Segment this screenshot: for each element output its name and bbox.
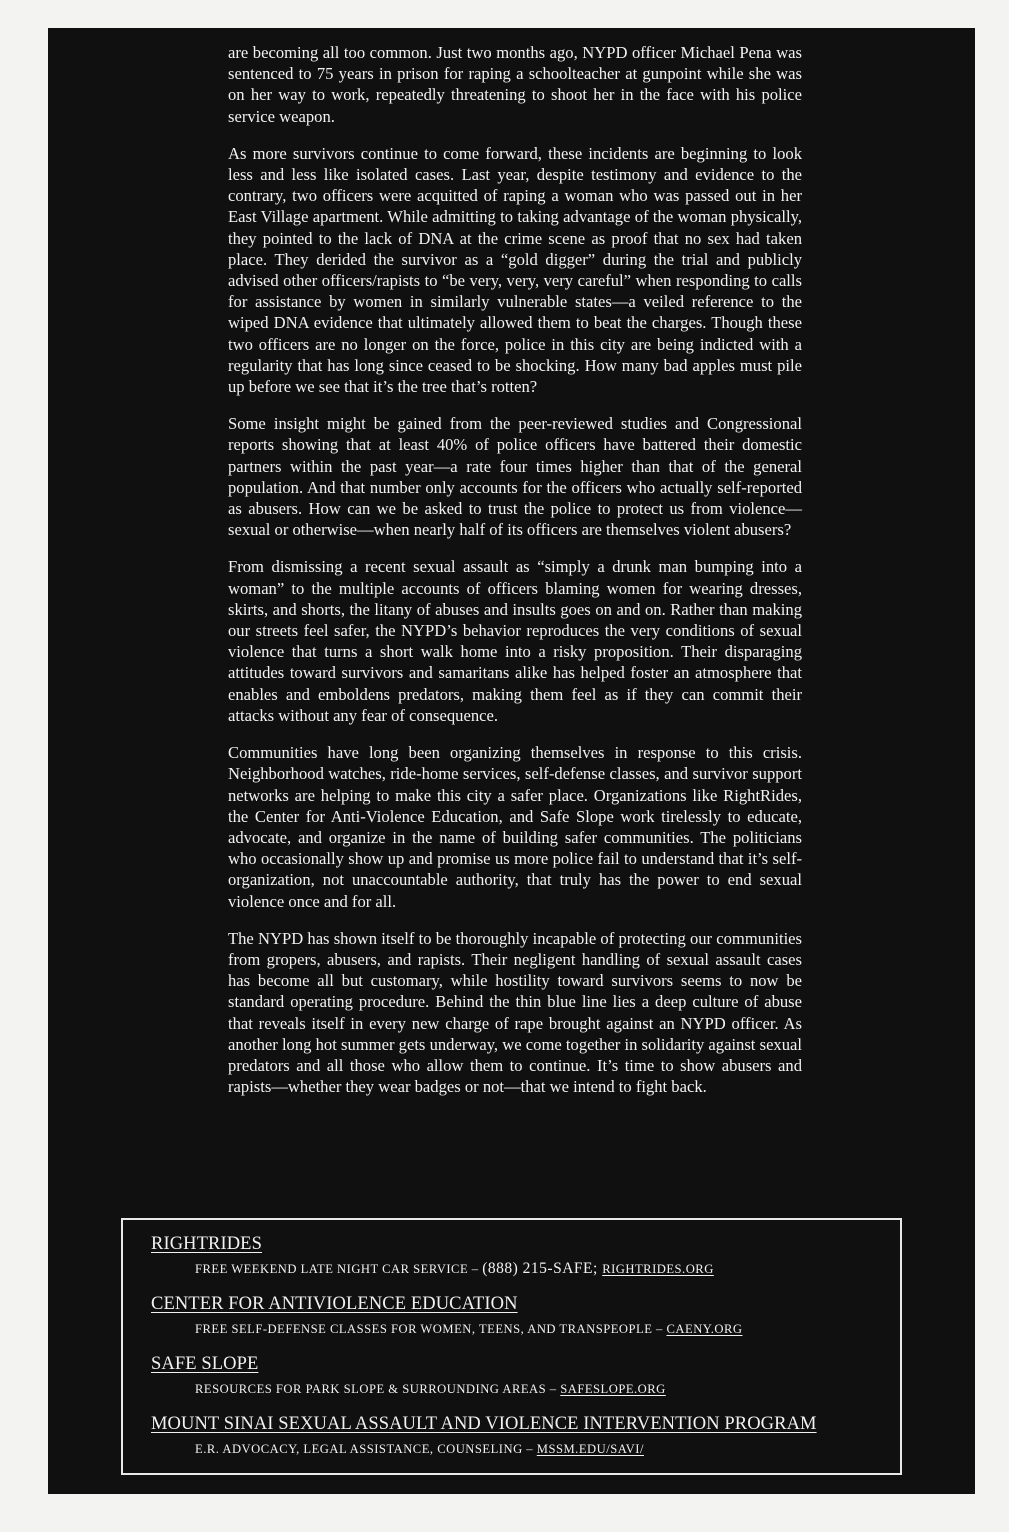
resource-description xyxy=(195,1256,900,1282)
resources-box xyxy=(121,1218,902,1475)
resource-link[interactable]: MSSM.EDU/SAVI/ xyxy=(536,1442,644,1456)
resource-desc-text: FREE SELF-DEFENSE CLASSES FOR WOMEN, TEENS, AND TRANSPEOPLE – xyxy=(195,1322,667,1336)
article-body xyxy=(228,42,802,1113)
resource-cave xyxy=(151,1292,900,1342)
resource-link[interactable]: RIGHTRIDES.ORG xyxy=(602,1262,714,1276)
resource-name: RIGHTRIDES xyxy=(151,1234,262,1254)
resource-desc-text: E.R. ADVOCACY, LEGAL ASSISTANCE, COUNSELING – xyxy=(195,1442,537,1456)
resource-phone: (888) 215-SAFE; xyxy=(482,1260,603,1277)
resource-name: SAFE SLOPE xyxy=(151,1354,259,1374)
resource-link[interactable]: SAFESLOPE.ORG xyxy=(560,1382,666,1396)
resource-rightrides xyxy=(151,1232,900,1282)
resource-description xyxy=(195,1316,900,1342)
resource-desc-text: FREE WEEKEND LATE NIGHT CAR SERVICE – xyxy=(195,1262,483,1276)
paragraph: Communities have long been organizing themselves in response to this crisis. Neighborhood watches, ride-home services, self-defense classes, and survivor support networks are helping to make this city a safer place. Organizations like RightRides, the Center for Anti-Violence Education, and Safe Slope work tirelessly to educate, advocate, and organize in the name of building safer communities. The politicians who occasionally show up and promise us more police fail to understand that it’s self-organization, not unaccountable authority, that truly has the power to end sexual violence once and for all. xyxy=(228,743,802,911)
resource-mount-sinai xyxy=(151,1412,900,1462)
resource-description xyxy=(195,1436,900,1462)
paragraph: The NYPD has shown itself to be thoroughly incapable of protecting our communities from gropers, abusers, and rapists. Their negligent handling of sexual assault cases has become all but customary, while hostility toward survivors seems to now be standard operating procedure. Behind the thin blue line lies a deep culture of abuse that reveals itself in every new charge of rape brought against an NYPD officer. As another long hot summer gets underway, we come together in solidarity against sexual predators and all those who allow them to continue. It’s time to show abusers and rapists—whether they wear badges or not—that we intend to fight back. xyxy=(228,928,802,1097)
paragraph: Some insight might be gained from the peer-reviewed studies and Congressional reports showing that at least 40% of police officers have battered their domestic partners within the past year—a rate four times higher than that of the general population. And that number only accounts for the officers who actually self-reported as abusers. How can we be asked to trust the police to protect us from violence—sexual or otherwise—when nearly half of its officers are themselves violent abusers? xyxy=(228,414,802,540)
resource-name: CENTER FOR ANTIVIOLENCE EDUCATION xyxy=(151,1294,518,1314)
resource-link[interactable]: CAENY.ORG xyxy=(666,1322,743,1336)
paragraph: From dismissing a recent sexual assault as “simply a drunk man bumping into a woman” to the multiple accounts of officers blaming women for wearing dresses, skirts, and shorts, the litany of abuses and insults goes on and on. Rather than making our streets feel safer, the NYPD’s behavior reproduces the very conditions of sexual violence that turns a short walk home into a risky proposition. Their disparaging attitudes toward survivors and samaritans alike has helped foster an atmosphere that enables and emboldens predators, making them feel as if they can commit their attacks without any fear of consequence. xyxy=(228,557,802,725)
paragraph: are becoming all too common. Just two months ago, NYPD officer Michael Pena was sentenced to 75 years in prison for raping a schoolteacher at gunpoint while she was on her way to work, repeatedly threatening to shoot her in the face with his police service weapon. xyxy=(228,43,802,126)
flyer-sheet xyxy=(48,28,975,1494)
resource-desc-text: RESOURCES FOR PARK SLOPE & SURROUNDING AREAS – xyxy=(195,1382,561,1396)
resource-safe-slope xyxy=(151,1352,900,1402)
paragraph: As more survivors continue to come forward, these incidents are beginning to look less and less like isolated cases. Last year, despite testimony and evidence to the contrary, two officers were acquitted of raping a woman who was passed out in her East Village apartment. While admitting to taking advantage of the woman physically, they pointed to the lack of DNA at the crime scene as proof that no sex had taken place. They derided the survivor as a “gold digger” during the trial and publicly advised other officers/rapists to “be very, very, very careful” when responding to calls for assistance by women in similarly vulnerable states—a veiled reference to the wiped DNA evidence that ultimately allowed them to beat the charges. Though these two officers are no longer on the force, police in this city are being indicted with a regularity that has long since ceased to be shocking. How many bad apples must pile up before we see that it’s the tree that’s rotten? xyxy=(228,143,802,397)
resource-description xyxy=(195,1376,900,1402)
resource-name: MOUNT SINAI SEXUAL ASSAULT AND VIOLENCE INTERVENTION PROGRAM xyxy=(151,1414,817,1434)
